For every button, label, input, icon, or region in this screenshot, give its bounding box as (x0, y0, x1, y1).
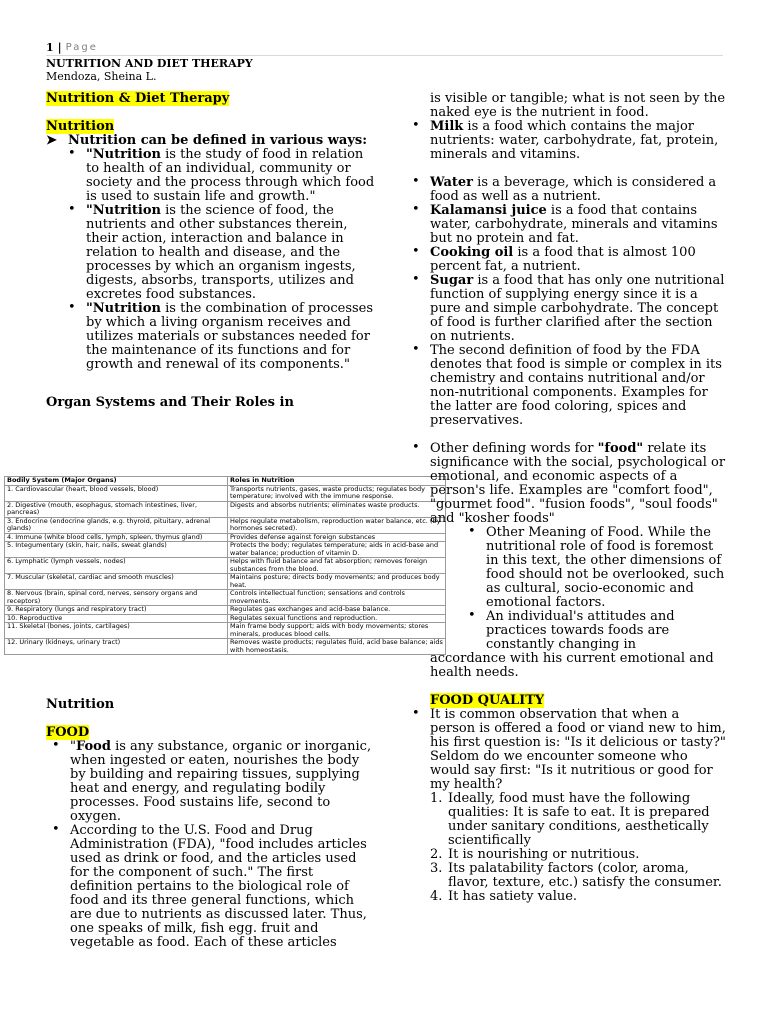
definition-text: is the combination of processes by which a living organism receives and utilizes materials or substances needed for the maintenance of its functions and for growth and renewal of its components." (86, 301, 374, 372)
page-separator: | (57, 40, 62, 54)
list-number: 4. (430, 889, 443, 904)
definition-term: "Nutrition (86, 147, 161, 162)
page-label: Page (65, 41, 98, 53)
page-number-line (46, 40, 723, 56)
example-term: Cooking oil (430, 245, 514, 260)
example-text: is a food that has only one nutritional function of supplying energy since it is a pure and simple carbohydrate. The concept of food is further clarified after the section on nutrients. (430, 273, 725, 344)
role-cell: Maintains posture; directs body movements; and produces body heat. (228, 574, 446, 590)
bodily-system-cell: 11. Skeletal (bones, joints, cartilages) (5, 623, 228, 639)
quality-text: Its palatability factors (color, aroma, flavor, texture, etc.) satisfy the consumer. (448, 861, 722, 890)
attitudes-text: An individual's attitudes and practices towards foods are constantly changing in (486, 609, 675, 652)
bodily-system-cell: 5. Integumentary (skin, hair, nails, sweat glands) (5, 542, 228, 558)
list-item (430, 848, 728, 862)
list-item (430, 792, 728, 848)
table-row (5, 517, 446, 533)
food-text: is any substance, organic or inorganic, when ingested or eaten, nourishes the body by building and repairing tissues, supplying heat and energy, and regulating bodily processes. Food sustains life, second to oxygen. (70, 739, 372, 824)
role-cell: Protects the body; regulates temperature; aids in acid-base and water balance; production of vitamin D. (228, 542, 446, 558)
document-title: NUTRITION AND DIET THERAPY (46, 57, 253, 70)
bodily-system-cell: 8. Nervous (brain, spinal cord, nerves, sensory organs and receptors) (5, 590, 228, 606)
table-row (5, 501, 446, 517)
list-item: • "Food is any substance, organic or inorganic, when ingested or eaten, nourishes the body by building and repairing tissues, supplying heat and energy, and regulating bodily processes. Food sustains life, second to oxygen. (52, 738, 372, 824)
food-term: Food (75, 739, 111, 754)
role-cell: Digests and absorbs nutrients; eliminates waste products. (228, 501, 446, 517)
page-number: 1 (46, 40, 54, 54)
table-header-cell: Roles in Nutrition (228, 477, 446, 486)
list-item: • Sugar is a food that has only one nutritional function of supplying energy since it is a pure and simple carbohydrate. The concept of food is further clarified after the section on nutrients. (412, 272, 725, 344)
food-term: "food" (597, 441, 644, 456)
table-row (5, 623, 446, 639)
other-words-text: relate its significance with the social, psychological or emotional, and economic aspects of a person's life. Examples are "comfort food", "gourmet food". "fusion foods", "soul foods" and "kosher foods" (430, 441, 726, 526)
table-header-cell: Bodily System (Major Organs) (5, 477, 228, 486)
food-meaning-list (462, 526, 728, 652)
example-text: The second definition of food by the FDA denotes that food is simple or complex in its chemistry and contains nutritional and/or non-nutritional components. Examples for the latter are food coloring, spices and preservatives. (430, 343, 722, 428)
role-cell: Transports nutrients, gases, waste products; regulates body temperature; involved with the immune response. (228, 485, 446, 501)
table-row (5, 485, 446, 501)
attitudes-continued: accordance with his current emotional and health needs. (430, 651, 714, 680)
page-header (46, 40, 723, 83)
quality-list (430, 792, 728, 904)
document-author: Mendoza, Sheina L. (46, 70, 157, 83)
definition-text: is the study of food in relation to health of an individual, community or society and the process through which food is used to sustain life and growth." (86, 147, 375, 204)
list-item (430, 890, 728, 904)
bodily-system-cell: 2. Digestive (mouth, esophagus, stomach intestines, liver, pancreas) (5, 501, 228, 517)
example-text: is a food which contains the major nutrients: water, carbohydrate, fat, protein, minerals and vitamins. (430, 119, 719, 162)
role-cell: Main frame body support; aids with body movements; stores minerals, produces blood cells. (228, 623, 446, 639)
role-cell: Helps regulate metabolism, reproduction water balance, etc. (by hormones secreted). (228, 517, 446, 533)
definition-term: "Nutrition (86, 203, 161, 218)
bodily-system-cell: 7. Muscular (skeletal, cardiac and smooth muscles) (5, 574, 228, 590)
arrow-bullet-icon: ➤ (46, 133, 57, 148)
table-row (5, 558, 446, 574)
example-term: Water (430, 175, 474, 190)
definition-list (62, 148, 376, 372)
bodily-system-cell: 12. Urinary (kidneys, urinary tract) (5, 639, 228, 655)
left-column-lower (46, 698, 376, 950)
list-item (430, 862, 728, 890)
bodily-system-cell: 4. Immune (white blood cells, lymph, spleen, thymus gland) (5, 533, 228, 542)
example-term: Sugar (430, 273, 474, 288)
list-item: • "Nutrition is the combination of processes by which a living organism receives and utilizes materials or substances needed for the maintenance of its functions and for growth and renewal of its components." (68, 300, 374, 372)
bodily-system-cell: 10. Reproductive (5, 614, 228, 623)
list-item: • "Nutrition is the science of food, the nutrients and other substances therein, their action, interaction and balance in relation to health and disease, and the processes by which an organism ingests, digests, absorbs, transports, utilizes and excretes food substances. (68, 202, 356, 302)
example-text: is a food that contains water, carbohydrate, minerals and vitamins but no protein and fat. (430, 203, 718, 246)
bodily-system-cell: 3. Endocrine (endocrine glands, e.g. thyroid, pituitary, adrenal glands) (5, 517, 228, 533)
list-number: 2. (430, 847, 443, 862)
other-words-text: Other defining words for (430, 441, 598, 456)
left-column (46, 92, 376, 410)
quality-text: Ideally, food must have the following qualities: It is safe to eat. It is prepared under sanitary conditions, aesthetically scientifically (448, 791, 710, 848)
other-words-item: • Other defining words for "food" relate its significance with the social, psychological or emotional, and economic aspects of a person's life. Examples are "comfort food", "gourmet food". "fusion foods", "soul foods" and "kosher foods" (412, 440, 726, 526)
food-list (46, 740, 376, 950)
table-row (5, 542, 446, 558)
quote-mark: " (70, 739, 76, 754)
list-item: • Water is a beverage, which is considered a food as well as a nutrient. (412, 174, 717, 204)
bodily-system-cell: 9. Respiratory (lungs and respiratory tract) (5, 606, 228, 615)
example-term: Kalamansi juice (430, 203, 547, 218)
definition-term: "Nutrition (86, 301, 161, 316)
list-item: • According to the U.S. Food and Drug Administration (FDA), "food includes articles used as drink or food, and the articles used for the component of such." The first definition pertains to the biological role of food and its three general functions, which are due to nutrients as discussed later. Thus, one speaks of milk, fish egg. fruit and vegetable as food. Each of these articles (52, 822, 367, 950)
table-header-row (5, 477, 446, 486)
definition-text: is the science of food, the nutrients and other substances therein, their action, interaction and balance in relation to health and disease, and the processes by which an organism ingests, digests, absorbs, transports, utilizes and excretes food substances. (86, 203, 356, 302)
main-title: Nutrition & Diet Therapy (46, 91, 230, 106)
quality-text: It has satiety value. (448, 889, 578, 904)
list-item: • "Nutrition is the study of food in relation to health of an individual, community or society and the process through which food is used to sustain life and growth." (68, 146, 375, 204)
role-cell: Helps with fluid balance and fat absorption; removes foreign substances from the blood. (228, 558, 446, 574)
role-cell: Regulates gas exchanges and acid-base balance. (228, 606, 446, 615)
food-quality-heading: FOOD QUALITY (430, 693, 545, 708)
list-item: • An individual's attitudes and practices towards foods are constantly changing in (468, 608, 675, 652)
quality-intro-text: It is common observation that when a person is offered a food or viand new to him, his first question is: "Is it delicious or tasty?" Seldom do we encounter someone who would say first: "Is it nutritious or good for my health? (430, 707, 726, 792)
example-term: Milk (430, 119, 464, 134)
table-row (5, 574, 446, 590)
list-item: • Other Meaning of Food. While the nutritional role of food is foremost in this text, the other dimensions of food should not be overlooked, such as cultural, socio-economic and emotional factors. (468, 524, 725, 610)
continuation-text: is visible or tangible; what is not seen by the naked eye is the nutrient in food. (430, 91, 726, 120)
quality-intro: • It is common observation that when a person is offered a food or viand new to him, his first question is: "Is it delicious or tasty?" Seldom do we encounter someone who would say first: "Is it nutritious or good for my health? (412, 706, 726, 792)
list-item: • Kalamansi juice is a food that contains water, carbohydrate, minerals and vitamins but no protein and fat. (412, 202, 718, 246)
bodily-system-cell: 1. Cardiovascular (heart, blood vessels, blood) (5, 485, 228, 501)
food-examples-list (406, 120, 728, 428)
bodily-system-cell: 6. Lymphatic (lymph vessels, nodes) (5, 558, 228, 574)
example-text: is a food that is almost 100 percent fat, a nutrient. (430, 245, 696, 274)
right-column (406, 92, 728, 904)
role-cell: Controls intellectual function; sensations and controls movements. (228, 590, 446, 606)
list-item: • Cooking oil is a food that is almost 100 percent fat, a nutrient. (412, 244, 696, 274)
organ-systems-heading: Organ Systems and Their Roles in (46, 395, 294, 410)
definition-intro (46, 134, 376, 148)
list-number: 3. (430, 861, 443, 876)
example-text: is a beverage, which is considered a food as well as a nutrient. (430, 175, 717, 204)
organ-systems-table (4, 476, 446, 655)
organ-heading-continued: Nutrition (46, 697, 115, 712)
table-row (5, 590, 446, 606)
quality-text: It is nourishing or nutritious. (448, 847, 640, 862)
table-row (5, 606, 446, 615)
other-meaning-text: Other Meaning of Food. While the nutritional role of food is foremost in this text, the other dimensions of food should not be overlooked, such as cultural, socio-economic and emotional factors. (486, 525, 725, 610)
list-number: 1. (430, 791, 443, 806)
role-cell: Regulates sexual functions and reproduction. (228, 614, 446, 623)
nutrition-heading: Nutrition (46, 119, 115, 134)
role-cell: Removes waste products; regulates fluid, acid base balance; aids with homeostasis. (228, 639, 446, 655)
food-heading: FOOD (46, 725, 90, 740)
table-row (5, 639, 446, 655)
list-item: • Milk is a food which contains the major nutrients: water, carbohydrate, fat, protein, minerals and vitamins. (412, 118, 719, 162)
role-cell: Provides defense against foreign substances (228, 533, 446, 542)
definition-intro-text: Nutrition can be defined in various ways: (68, 133, 368, 148)
list-item: • The second definition of food by the FDA denotes that food is simple or complex in its chemistry and contains nutritional and/or non-nutritional components. Examples for the latter are food coloring, spices and preservatives. (412, 342, 722, 428)
food-text: According to the U.S. Food and Drug Administration (FDA), "food includes articles used as drink or food, and the articles used for the component of such." The first definition pertains to the biological role of food and its three general functions, which are due to nutrients as discussed later. Thus, one speaks of milk, fish egg. fruit and vegetable as food. Each of these articles (70, 823, 367, 950)
